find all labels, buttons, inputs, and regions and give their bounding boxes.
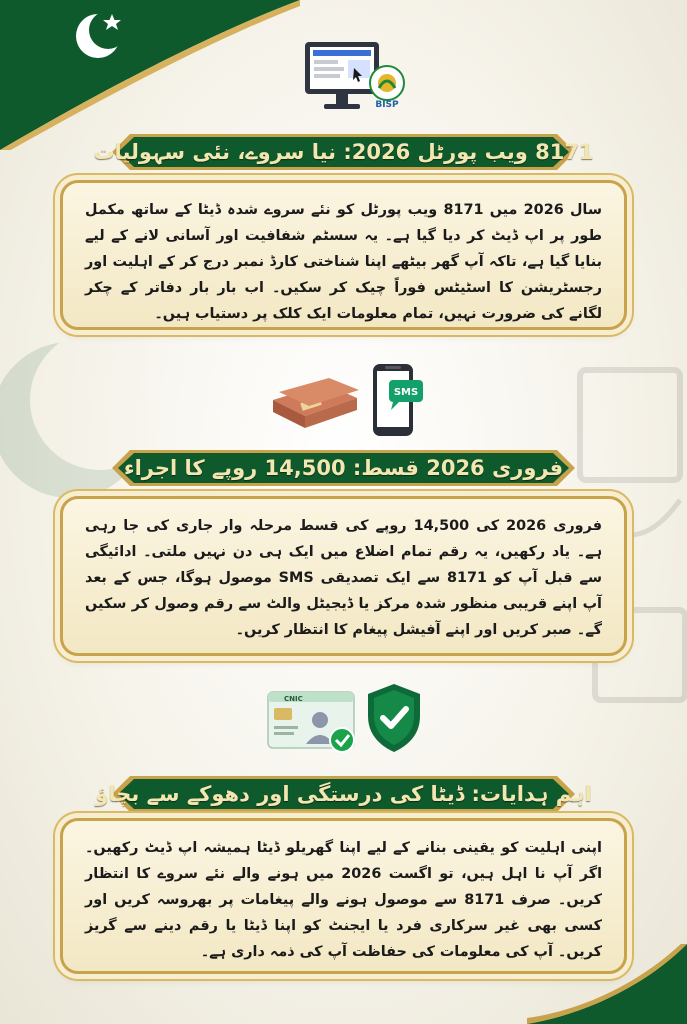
section-2-body: فروری 2026 کی 14,500 روپے کی قسط مرحلہ وار جاری کی جا رہی ہے۔ یاد رکھیں، یہ رقم تمام اضلاع میں ایک ہی دن نہیں ملتی۔ ادائیگی سے قبل آپ کو 8171 سے ایک تصدیقی SMS موصول ہوگا، جس کے بعد آپ اپنے قریبی منظور شدہ مرکز یا ڈیجیٹل والٹ سے رقم وصول کر سکیں گے۔ صبر کریں اور اپنے آفیشل پیغام کا انتظار کریں۔ [85,518,603,638]
section-1-body: سال 2026 میں 8171 ویب پورٹل کو نئے سروے شدہ ڈیٹا کے ساتھ مکمل طور پر اپ ڈیٹ کر دیا گیا ہے۔ یہ سسٹم شفافیت اور آسانی لانے کے لیے بنایا گیا ہے، تاکہ آپ گھر بیٹھے اپنا شناختی کارڈ نمبر درج کر کے اہلیت اور رجسٹریشن کا اسٹیٹس فوراً چیک کر سکیں۔ اب بار بار دفاتر کے چکر لگانے کی ضرورت نہیں، تمام معلومات ایک کلک پر دستیاب ہیں۔ [85,202,602,322]
sms-label: SMS [393,387,419,398]
cnic-card-icon [262,686,362,756]
section-3-body: اپنی اہلیت کو یقینی بنانے کے لیے اپنا گھریلو ڈیٹا ہمیشہ اپ ڈیٹ رکھیں۔ اگر آپ نا اہل ہیں، تو اگست 2026 میں ہونے والے نئے سروے کا انتظار کریں۔ صرف 8171 سے موصول ہونے والے پیغامات پر بھروسہ کریں اور کسی بھی غیر سرکاری فرد یا ایجنٹ کو اپنا ڈیٹا یا رقم دینے سے گریز کریں۔ آپ کی معلومات کی حفاظت آپ کی ذمہ داری ہے۔ [85,840,602,960]
cnic-and-shield-icons [262,680,432,760]
section-1-card [60,180,627,330]
section-3-title: اہم ہدایات: ڈیٹا کی درستگی اور دھوکے سے بچاؤ [95,782,592,806]
shield-check-icon [366,682,426,754]
bisp-logo-icon [368,64,406,114]
section-3-card [60,818,627,974]
section-1-banner [93,126,594,178]
section-2-banner [112,442,575,494]
bisp-logo-text: BISP [375,100,399,110]
section-2-title: فروری 2026 قسط: 14,500 روپے کا اجراء [123,456,564,480]
section-1-title: 8171 ویب پورٹل 2026: نیا سروے، نئی سہولیات [93,140,594,164]
section-3-banner [95,768,592,820]
cash-stack-icon [265,370,365,440]
computer-with-logo [300,38,410,118]
cash-and-phone-icons [265,362,435,442]
cnic-label: CNIC [284,695,303,703]
section-2-card [60,496,627,656]
smartphone-sms-icon [369,362,429,440]
